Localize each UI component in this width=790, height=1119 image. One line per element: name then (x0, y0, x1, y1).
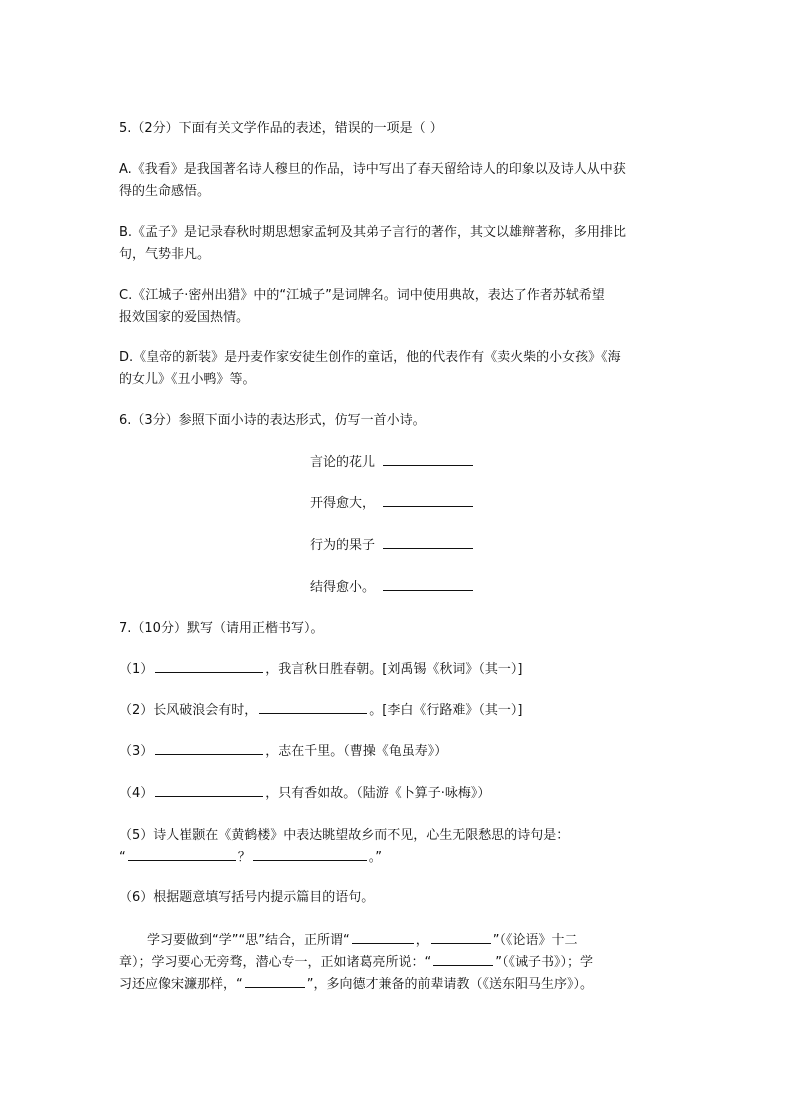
q7-item-4-text: ，只有香如故。（陆游《卜算子·咏梅》） (265, 786, 491, 801)
poem-blank-1[interactable] (383, 451, 473, 466)
q7-paragraph-text-3: 章）；学习要心无旁骛，潜心专一，正如诸葛亮所说：“ (119, 955, 432, 970)
q7-item-1-text: ，我言秋日胜春朝。[刘禹锡《秋词》（其一）] (265, 662, 523, 677)
q7-item-3-text: ，志在千里。（曹操《龟虽寿》） (265, 744, 448, 759)
q7-item-1-number: （1） (119, 662, 154, 677)
poem-line-4-text: 结得愈小。 (310, 580, 376, 595)
q7-item-5-close: 。” (368, 850, 383, 865)
q7-paragraph-text-1: 学习要做到“学”“思”结合，正所谓“ (147, 933, 350, 948)
q7-item-3-blank[interactable] (155, 740, 263, 755)
poem-blank-3[interactable] (383, 534, 473, 549)
q7-item-2-blank[interactable] (259, 699, 367, 714)
q7-item-6: （6）根据题意填写括号内提示篇目的语句。 (119, 890, 375, 905)
q7-paragraph-blank-3[interactable] (433, 951, 493, 966)
q7-item-4 (119, 782, 679, 805)
q7-item-4-number: （4） (119, 786, 154, 801)
q7-item-2-text-before: （2）长风破浪会有时， (119, 703, 258, 718)
q7-paragraph-blank-1[interactable] (352, 929, 414, 944)
q7-paragraph-blank-4[interactable] (245, 973, 305, 988)
q7-item-5-blank-1[interactable] (128, 846, 236, 861)
q7-item-1 (119, 658, 679, 681)
q6-stem: 6.（3分）参照下面小诗的表达形式，仿写一首小诗。 (119, 413, 426, 428)
q7-paragraph-text-6: ”，多向德才兼备的前辈请教（《送东阳马生序》）。 (306, 977, 593, 992)
q7-item-2-text-after: 。[李白《行路难》（其一）] (369, 703, 523, 718)
q5-option-b-line1: B.《孟子》是记录春秋时期思想家孟轲及其弟子言行的著作，其文以雄辩著称，多用排比 (119, 225, 627, 240)
poem-line-3-text: 行为的果子 (310, 538, 376, 553)
q7-item-2 (119, 699, 679, 722)
q7-item-5-line2 (119, 846, 679, 869)
q7-item-4-blank[interactable] (155, 782, 263, 797)
q7-item-1-blank[interactable] (155, 658, 263, 673)
q5-option-d-line1: D.《皇帝的新装》是丹麦作家安徒生创作的童话，他的代表作有《卖火柴的小女孩》《海 (119, 350, 621, 365)
q7-item-5-question-mark: ？ (237, 850, 251, 865)
q5-option-c-line1: C.《江城子·密州出猎》中的“江城子”是词牌名。词中使用典故，表达了作者苏轼希望 (119, 288, 605, 303)
q7-item-5-blank-2[interactable] (253, 846, 367, 861)
q5-stem: 5.（2分）下面有关文学作品的表述，错误的一项是（ ） (119, 121, 443, 136)
q7-paragraph-line1 (147, 929, 687, 952)
poem-line-1-text: 言论的花儿 (310, 455, 376, 470)
poem-line-1 (310, 451, 475, 474)
q5-option-a-line2: 得的生命感悟。 (119, 184, 211, 199)
poem-line-4 (310, 576, 475, 599)
poem-blank-2[interactable] (383, 492, 473, 507)
poem-blank-4[interactable] (383, 576, 473, 591)
poem-line-2-text: 开得愈大， (310, 496, 376, 511)
q7-paragraph-line3 (119, 973, 689, 996)
poem-line-2 (310, 492, 475, 515)
q5-option-c-line2: 报效国家的爱国热情。 (119, 310, 250, 325)
q7-paragraph-text-2: ”（《论语》十二 (492, 933, 578, 948)
q7-item-3-number: （3） (119, 744, 154, 759)
q7-item-5-open-quote: “ (119, 850, 126, 865)
q7-paragraph-text-4: ”（《诫子书》）；学 (495, 955, 593, 970)
q7-stem: 7.（10分）默写（请用正楷书写）。 (119, 621, 324, 636)
q7-item-3 (119, 740, 679, 763)
q7-paragraph-comma: ， (415, 933, 429, 948)
q7-item-5-line1: （5）诗人崔颢在《黄鹤楼》中表达眺望故乡而不见，心生无限愁思的诗句是： (119, 828, 570, 843)
q5-option-b-line2: 句，气势非凡。 (119, 247, 211, 262)
q7-paragraph-line2 (119, 951, 689, 974)
q7-paragraph-blank-2[interactable] (431, 929, 491, 944)
q5-option-d-line2: 的女儿》《丑小鸭》等。 (119, 372, 256, 387)
poem-line-3 (310, 534, 475, 557)
q7-paragraph-text-5: 习还应像宋濂那样，“ (119, 977, 243, 992)
q5-option-a-line1: A.《我看》是我国著名诗人穆旦的作品，诗中写出了春天留给诗人的印象以及诗人从中获 (119, 162, 626, 177)
